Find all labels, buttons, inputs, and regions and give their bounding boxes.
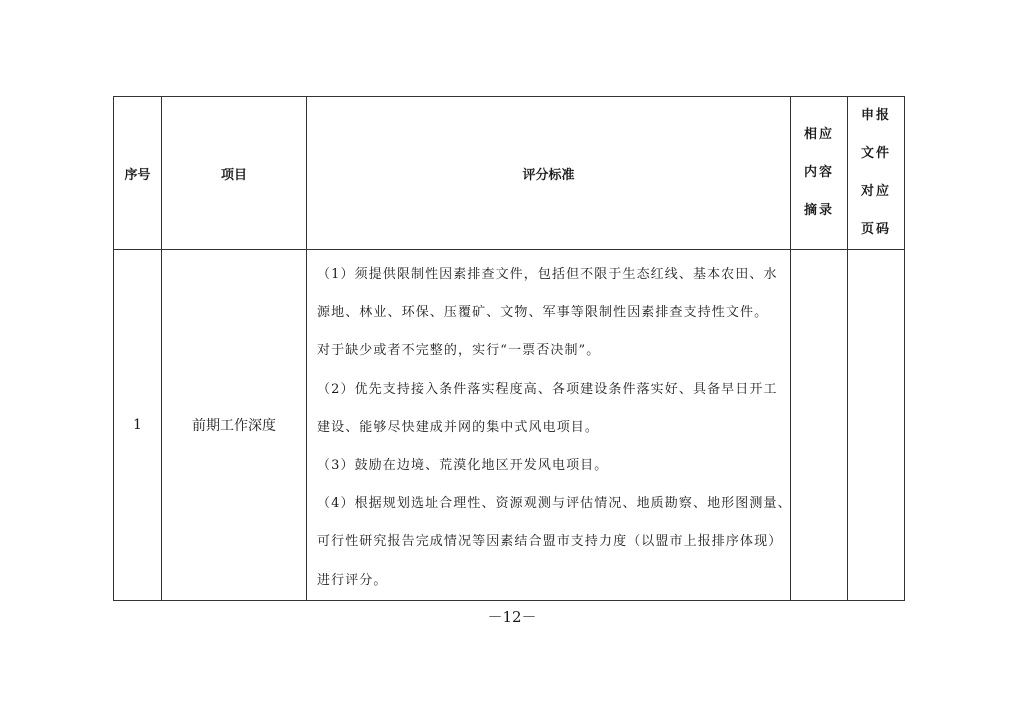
row-content-excerpt	[791, 250, 848, 601]
criteria-line: 建设、能够尽快建成并网的集中式风电项目。	[317, 419, 600, 435]
header-content-line: 内容	[803, 165, 834, 180]
header-item: 项目	[162, 97, 307, 250]
row-item: 前期工作深度	[162, 250, 307, 601]
header-seq: 序号	[114, 97, 162, 250]
criteria-line: （3）鼓励在边境、荒漠化地区开发风电项目。	[317, 458, 609, 474]
header-page-line: 对应	[860, 184, 891, 199]
row-criteria	[307, 250, 791, 601]
criteria-line: （2）优先支持接入条件落实程度高、各项建设条件落实好、具备早日开工	[317, 381, 778, 397]
criteria-line: 可行性研究报告完成情况等因素结合盟市支持力度（以盟市上报排序体现）	[317, 534, 783, 550]
criteria-line: 进行评分。	[317, 572, 388, 588]
criteria-line: （4）根据规划选址合理性、资源观测与评估情况、地质勘察、地形图测量、	[317, 496, 792, 512]
scoring-table	[113, 96, 905, 601]
criteria-line: 对于缺少或者不完整的，实行“一票否决制”。	[317, 343, 601, 359]
table-row	[114, 250, 905, 601]
header-page-line: 页码	[860, 222, 891, 237]
header-row	[114, 97, 905, 250]
header-criteria: 评分标准	[307, 97, 791, 250]
row-seq: 1	[114, 250, 162, 601]
header-content-line: 相应	[803, 127, 834, 142]
header-page-ref	[848, 97, 905, 250]
row-page-ref	[848, 250, 905, 601]
criteria-line: 源地、林业、环保、压覆矿、文物、军事等限制性因素排查支持性文件。	[317, 305, 769, 321]
criteria-line: （1）须提供限制性因素排查文件，包括但不限于生态红线、基本农田、水	[317, 267, 778, 282]
header-page-line: 文件	[860, 146, 891, 161]
header-content-line: 摘录	[803, 203, 834, 218]
header-content-excerpt	[791, 97, 848, 250]
page-number: －12－	[487, 608, 537, 626]
header-page-line: 申报	[860, 108, 891, 123]
